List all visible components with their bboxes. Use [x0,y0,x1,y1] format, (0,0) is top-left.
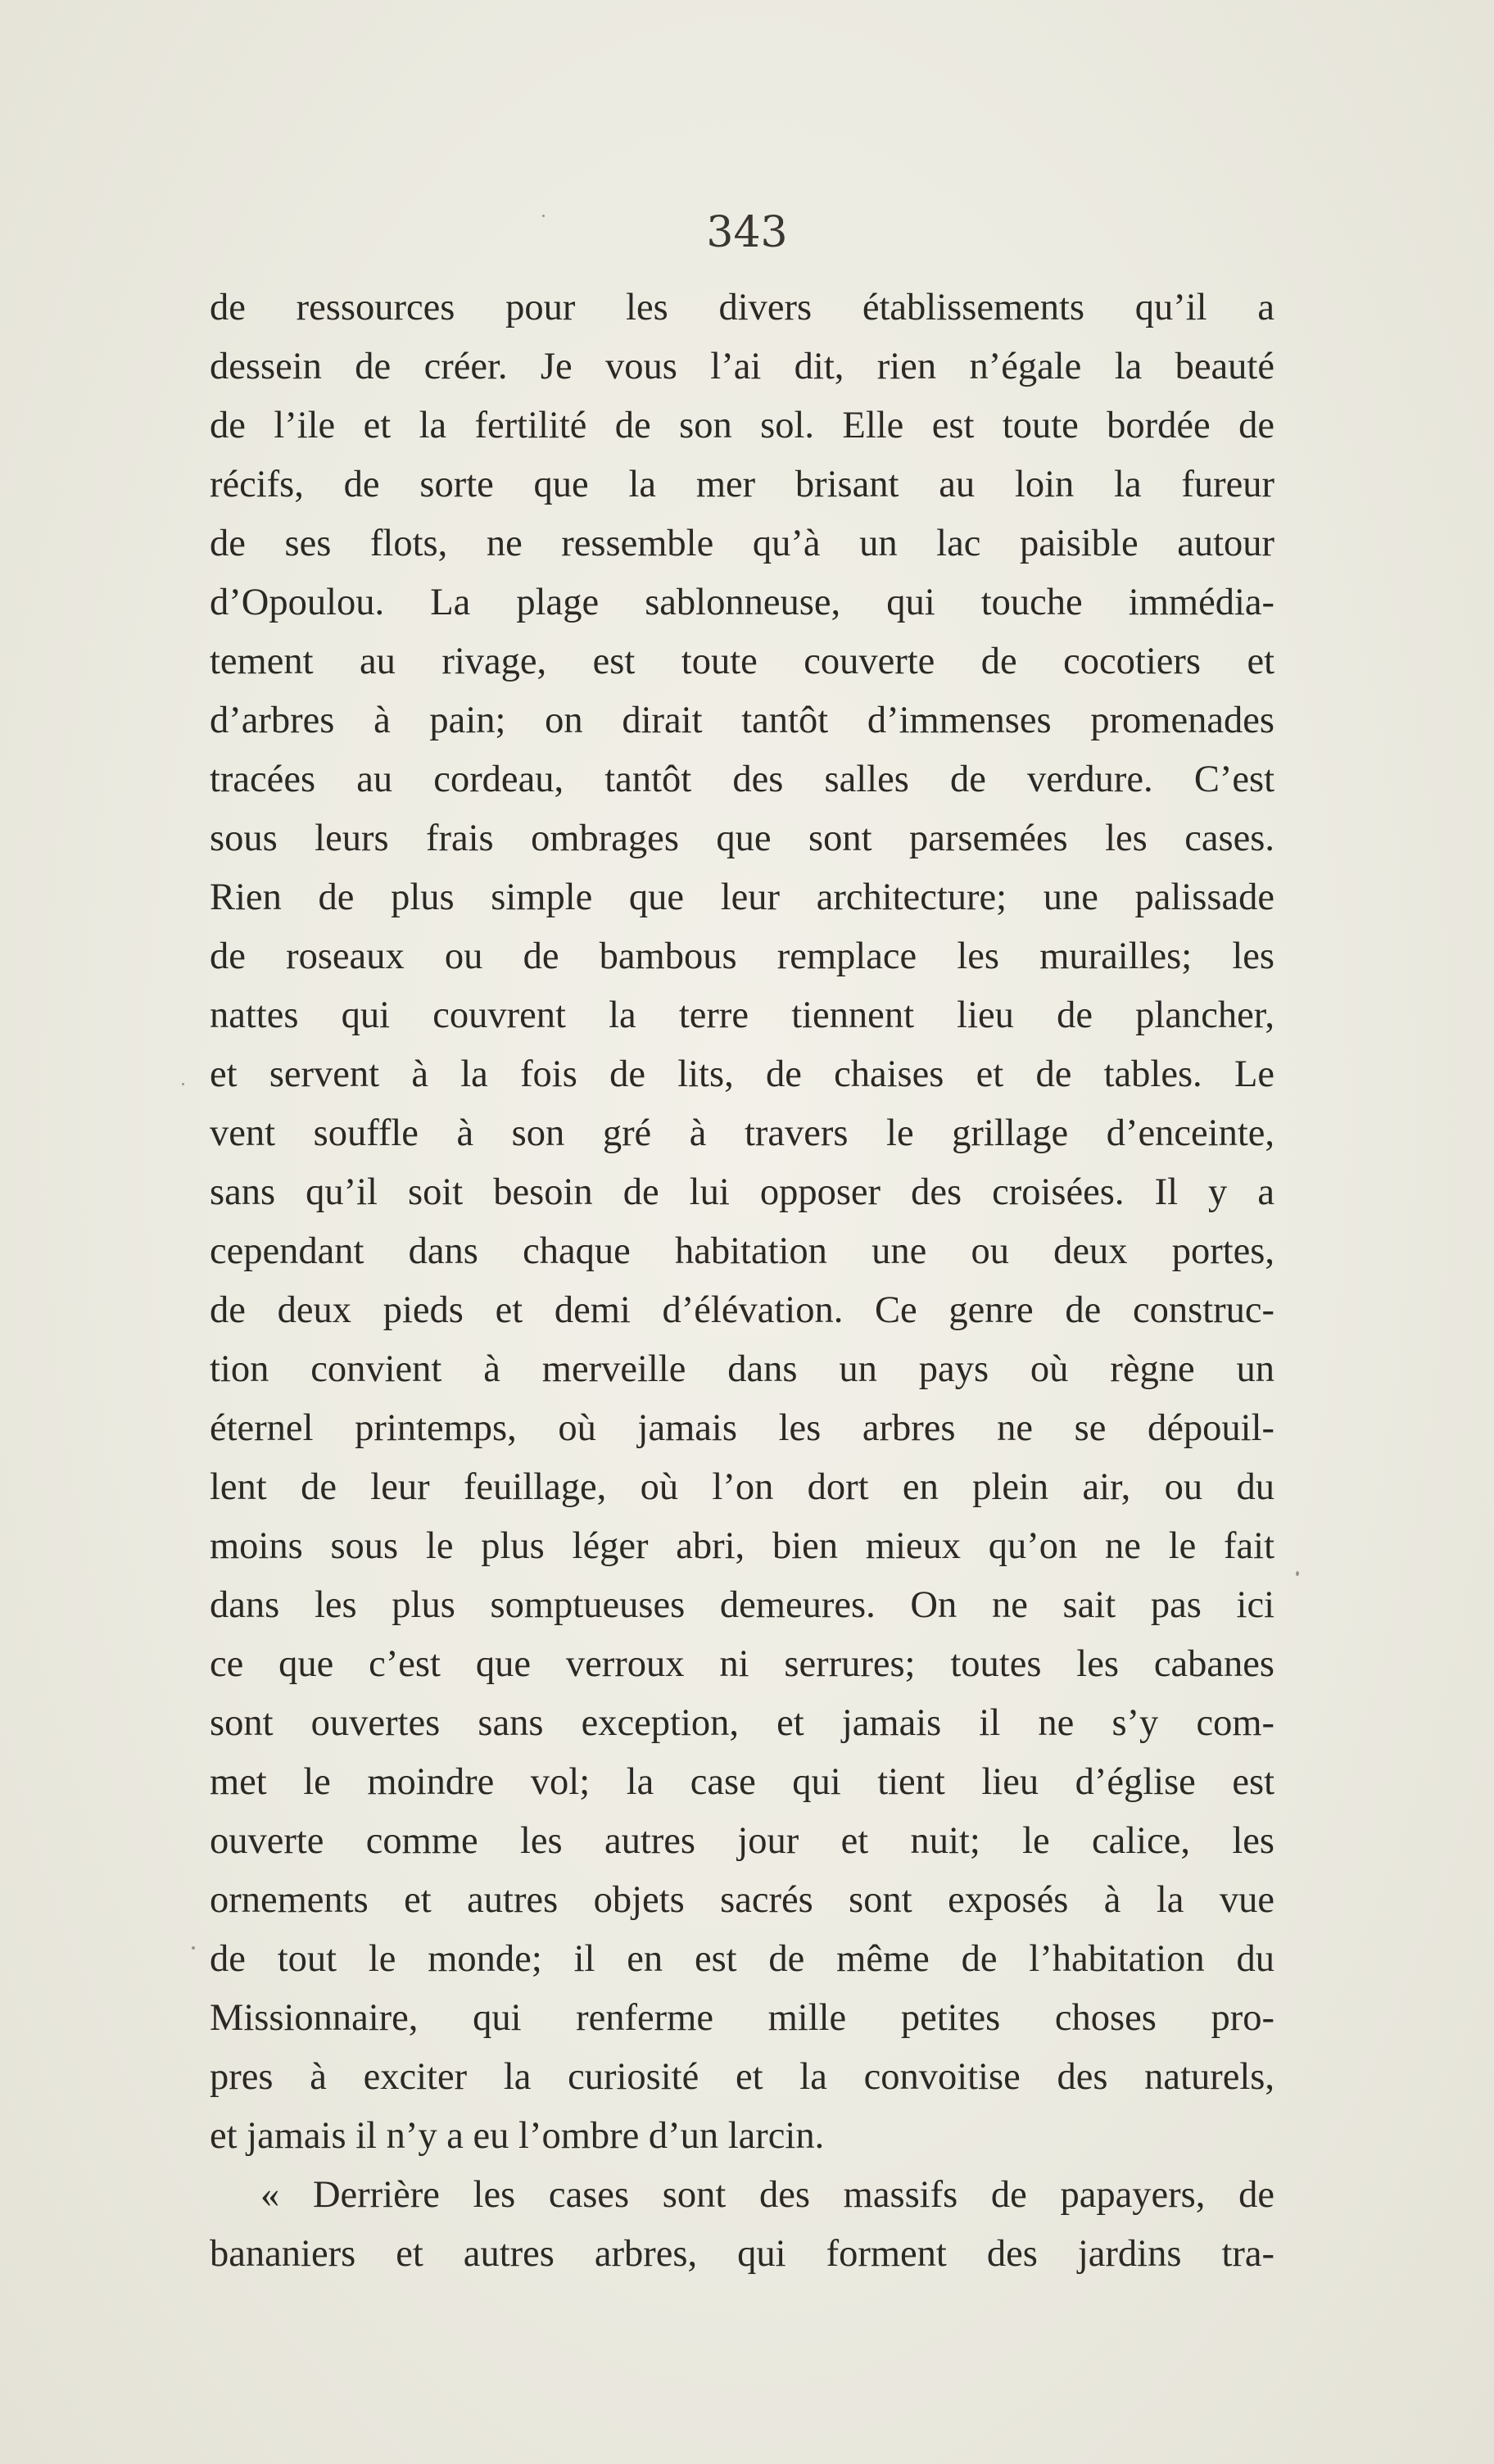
text-line: Missionnaire, qui renferme mille petites choses pro- [210,1997,1274,2039]
text-line: lent de leur feuillage, où l’on dort en plein air, ou du [210,1466,1274,1508]
text-line: vent souffle à son gré à travers le grillage d’enceinte, [210,1112,1274,1154]
text-line: nattes qui couvrent la terre tiennent lieu de plancher, [210,994,1274,1036]
text-line: et servent à la fois de lits, de chaises et de tables. Le [210,1053,1274,1095]
text-line: bananiers et autres arbres, qui forment des jardins tra- [210,2233,1274,2275]
text-line: moins sous le plus léger abri, bien mieux qu’on ne le fait [210,1525,1274,1567]
text-line: sous leurs frais ombrages que sont parsemées les cases. [210,818,1274,859]
paper-speck [182,1083,184,1085]
text-line: de l’ile et la fertilité de son sol. Elle est toute bordée de [210,405,1274,446]
text-line: récifs, de sorte que la mer brisant au loin la fureur [210,464,1274,505]
text-line: met le moindre vol; la case qui tient lieu d’église est [210,1761,1274,1803]
text-line: ce que c’est que verroux ni serrures; toutes les cabanes [210,1643,1274,1685]
text-line: de deux pieds et demi d’élévation. Ce genre de construc- [210,1289,1274,1331]
text-line: dans les plus somptueuses demeures. On ne sait pas ici [210,1584,1274,1626]
text-line: éternel printemps, où jamais les arbres ne se dépouil- [210,1407,1274,1449]
text-line: d’arbres à pain; on dirait tantôt d’immenses promenades [210,700,1274,741]
text-line: pres à exciter la curiosité et la convoitise des naturels, [210,2056,1274,2098]
page-number: 343 [706,208,788,257]
text-line: sont ouvertes sans exception, et jamais il ne s’y com- [210,1702,1274,1744]
text-line: de roseaux ou de bambous remplace les murailles; les [210,935,1274,977]
text-line: tracées au cordeau, tantôt des salles de verdure. C’est [210,759,1274,800]
text-line: de ses flots, ne ressemble qu’à un lac paisible autour [210,523,1274,564]
paper-speck [192,1946,195,1950]
text-line: tion convient à merveille dans un pays où règne un [210,1348,1274,1390]
text-line: d’Opoulou. La plage sablonneuse, qui touche immédia- [210,582,1274,623]
text-line: de tout le monde; il en est de même de l’habitation du [210,1938,1274,1980]
text-line: tement au rivage, est toute couverte de cocotiers et [210,641,1274,682]
text-line: ornements et autres objets sacrés sont exposés à la vue [210,1879,1274,1921]
paper-speck [1296,1571,1299,1576]
text-line: cependant dans chaque habitation une ou deux portes, [210,1230,1274,1272]
body-text [210,279,1274,2284]
text-line: dessein de créer. Je vous l’ai dit, rien n’égale la beauté [210,346,1274,387]
text-line: de ressources pour les divers établissements qu’il a [210,287,1274,328]
text-line: Rien de plus simple que leur architecture; une palissade [210,876,1274,918]
text-line: « Derrière les cases sont des massifs de papayers, de [260,2174,1274,2216]
text-line: et jamais il n’y a eu l’ombre d’un larcin. [210,2115,825,2157]
text-line: ouverte comme les autres jour et nuit; le calice, les [210,1820,1274,1862]
text-line: sans qu’il soit besoin de lui opposer des croisées. Il y a [210,1171,1274,1213]
